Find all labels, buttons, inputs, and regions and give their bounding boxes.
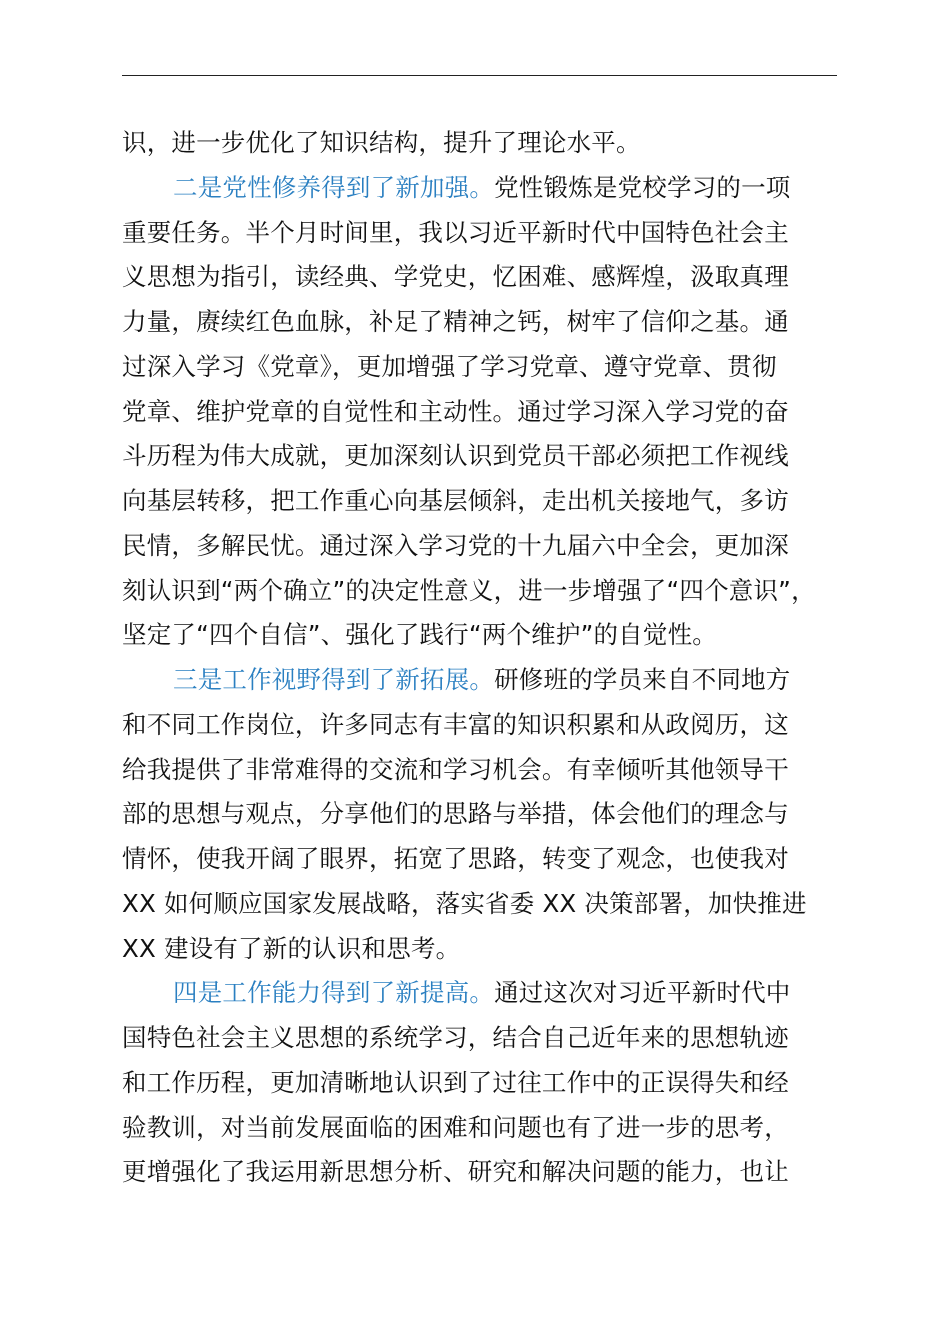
section-heading-four: 四是工作能力得到了新提高。 — [173, 978, 495, 1008]
text-line: 过深入学习《党章》，更加增强了学习党章、遵守党章、贯彻 — [122, 351, 777, 381]
section-three-first-line — [122, 658, 840, 703]
section-two-first-line — [122, 166, 840, 211]
text-run: 党性锻炼是党校学习的一项 — [494, 172, 791, 202]
text-line: 和工作历程，更加清晰地认识到了过往工作中的正误得失和经 — [122, 1067, 789, 1097]
text-line: 刻认识到“两个确立”的决定性意义，进一步增强了“四个意识”， — [122, 575, 816, 605]
header-rule — [122, 75, 837, 76]
text-line: 部的思想与观点，分享他们的思路与举措，体会他们的理念与 — [122, 799, 789, 829]
document-body — [122, 121, 840, 1195]
text-run: 研修班的学员来自不同地方 — [494, 665, 791, 694]
text-line: XX 如何顺应国家发展战略，落实省委 XX 决策部署，加快推进 — [122, 888, 807, 918]
text-line: XX 建设有了新的认识和思考。 — [122, 933, 461, 963]
text-line: 识，进一步优化了知识结构，提升了理论水平。 — [122, 128, 641, 157]
section-heading-two: 二是党性修养得到了新加强。 — [173, 172, 495, 202]
text-line: 力量，赓续红色血脉，补足了精神之钙，树牢了信仰之基。通 — [122, 307, 789, 336]
text-line: 国特色社会主义思想的系统学习，结合自己近年来的思想轨迹 — [122, 1023, 789, 1052]
text-line: 党章、维护党章的自觉性和主动性。通过学习深入学习党的奋 — [122, 396, 789, 426]
text-line: 义思想为指引，读经典、学党史，忆困难、感辉煌，汲取真理 — [122, 262, 789, 292]
text-line: 给我提供了非常难得的交流和学习机会。有幸倾听其他领导干 — [122, 754, 789, 784]
text-line: 验教训，对当前发展面临的困难和问题也有了进一步的思考， — [122, 1112, 789, 1142]
text-line: 重要任务。半个月时间里，我以习近平新时代中国特色社会主 — [122, 217, 789, 247]
text-line: 情怀，使我开阔了眼界，拓宽了思路，转变了观念，也使我对 — [122, 844, 789, 873]
text-line: 民情，多解民忧。通过深入学习党的十九届六中全会，更加深 — [122, 530, 789, 560]
text-line: 更增强化了我运用新思想分析、研究和解决问题的能力，也让 — [122, 1157, 789, 1187]
text-line: 向基层转移，把工作重心向基层倾斜，走出机关接地气，多访 — [122, 486, 789, 515]
text-line: 斗历程为伟大成就，更加深刻认识到党员干部必须把工作视线 — [122, 441, 789, 471]
text-line: 和不同工作岗位，许多同志有丰富的知识积累和从政阅历，这 — [122, 709, 789, 739]
section-heading-three: 三是工作视野得到了新拓展。 — [173, 665, 495, 694]
text-line: 坚定了“四个自信”、强化了践行“两个维护”的自觉性。 — [122, 620, 717, 650]
text-run: 通过这次对习近平新时代中 — [494, 978, 791, 1008]
section-four-first-line — [122, 971, 840, 1016]
